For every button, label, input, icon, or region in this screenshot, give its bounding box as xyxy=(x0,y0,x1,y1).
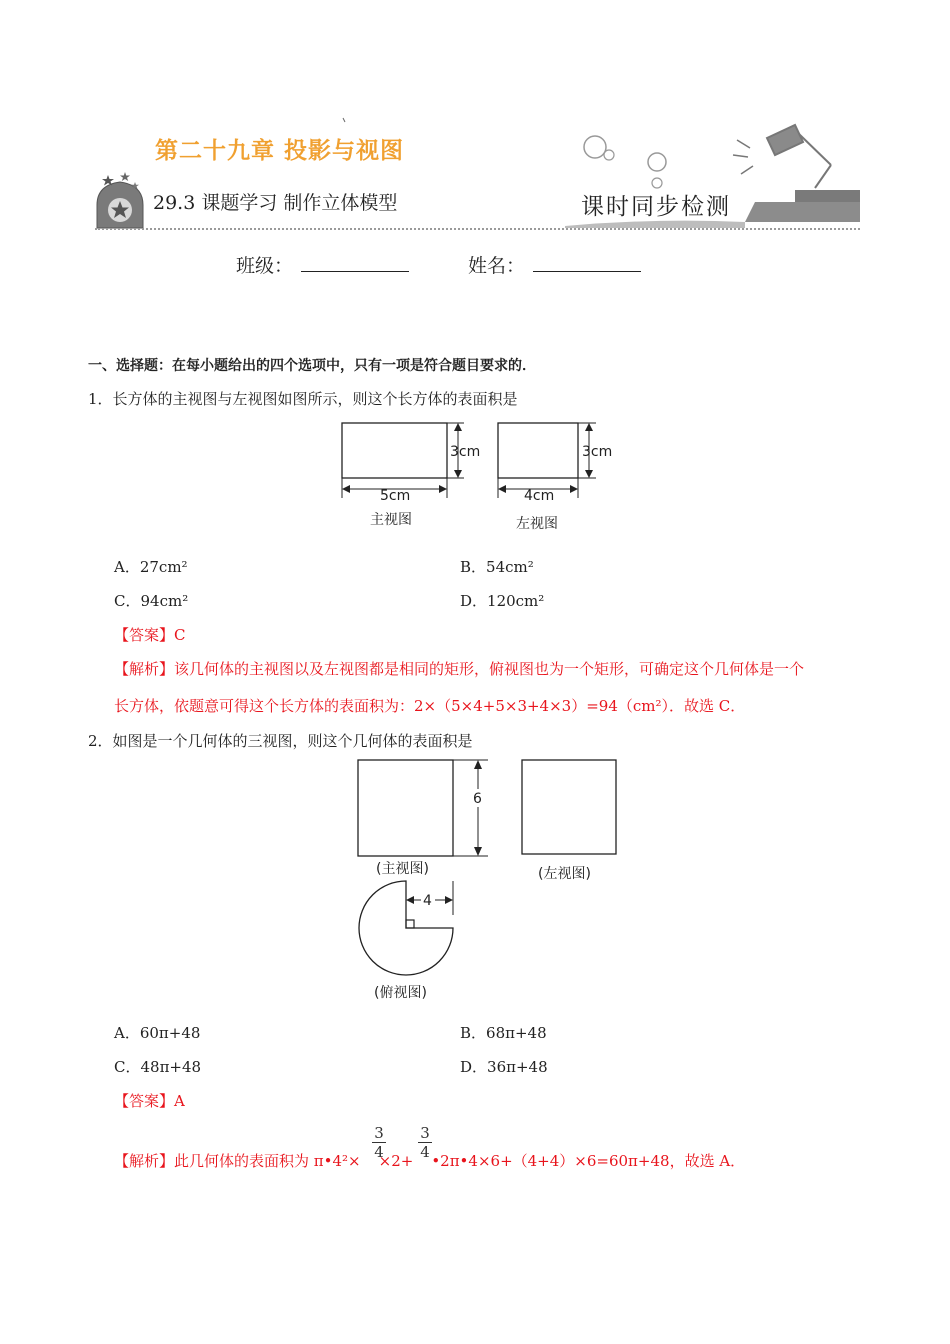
q2-option-b[interactable]: B．68π+48 xyxy=(460,1024,547,1042)
q1-option-d[interactable]: D．120cm² xyxy=(460,592,545,610)
q2-side-caption: (左视图) xyxy=(538,866,591,882)
section-heading: 一、选择题：在每小题给出的四个选项中，只有一项是符合题目要求的． xyxy=(88,358,536,374)
q2-analysis-part-3: •2π•4×6+（4+4）×6=60π+48，故选 A． xyxy=(431,1152,746,1170)
name-blank[interactable] xyxy=(533,252,641,272)
sync-label: 课时同步检测 xyxy=(581,194,731,220)
q1-front-rect xyxy=(342,423,447,478)
page-header xyxy=(95,110,860,240)
desk-lamp-icon xyxy=(733,125,831,188)
q2-analysis-part-1: 此几何体的表面积为 π•4²× xyxy=(174,1152,361,1170)
q2-option-a[interactable]: A．60π+48 xyxy=(114,1024,201,1042)
question-1-text: 1．长方体的主视图与左视图如图所示，则这个长方体的表面积是 xyxy=(88,390,518,408)
q2-figure xyxy=(350,755,630,1005)
header-divider xyxy=(95,228,860,230)
bubble-decoration-icon xyxy=(584,136,666,188)
name-label: 姓名： xyxy=(468,255,526,277)
q2-analysis-label: 【解析】 xyxy=(114,1152,175,1170)
q2-front-caption: (主视图) xyxy=(376,861,429,877)
q2-answer: 【答案】A xyxy=(114,1092,185,1110)
q2-side-rect xyxy=(522,760,616,854)
class-blank[interactable] xyxy=(301,252,409,272)
section-title: 29.3 课题学习 制作立体模型 xyxy=(153,192,398,214)
q2-radius-label: 4 xyxy=(423,893,432,909)
q1-answer: 【答案】C xyxy=(114,626,186,644)
q2-fraction-1-num: 3 xyxy=(374,1124,384,1142)
star-badge-icon xyxy=(97,172,143,228)
question-2-text: 2．如图是一个几何体的三视图，则这个几何体的表面积是 xyxy=(88,732,473,750)
class-label: 班级： xyxy=(236,255,294,277)
chapter-title: 第二十九章 投影与视图 xyxy=(155,138,405,164)
class-field xyxy=(236,251,409,278)
q1-front-height-label: 3cm xyxy=(450,444,481,460)
q2-fraction-1-den: 4 xyxy=(374,1143,384,1161)
q2-option-c[interactable]: C．48π+48 xyxy=(114,1058,202,1076)
q1-front-caption: 主视图 xyxy=(370,512,412,528)
q1-side-caption: 左视图 xyxy=(516,516,558,532)
name-field xyxy=(468,251,641,278)
q2-fraction-2-num: 3 xyxy=(420,1124,430,1142)
q1-option-b[interactable]: B．54cm² xyxy=(460,558,534,576)
q1-analysis-line-1: 【解析】该几何体的主视图以及左视图都是相同的矩形，俯视图也为一个矩形，可确定这个几何体是一个 xyxy=(114,660,805,678)
q1-figure xyxy=(338,418,618,536)
q2-top-caption: (俯视图) xyxy=(374,985,427,1001)
q2-fraction-2-den: 4 xyxy=(420,1143,430,1161)
q1-option-c[interactable]: C．94cm² xyxy=(114,592,189,610)
q2-height-label: 6 xyxy=(473,791,482,807)
header-decoration xyxy=(95,110,860,240)
q2-analysis xyxy=(114,1150,745,1171)
q2-front-rect xyxy=(358,760,453,856)
q1-analysis-line-2: 长方体，依题意可得这个长方体的表面积为：2×（5×4+5×3+4×3）=94（cm²）．故选 C． xyxy=(114,697,746,715)
q1-side-height-label: 3cm xyxy=(582,444,613,460)
q2-analysis-part-2: ×2+ xyxy=(378,1152,414,1170)
q1-option-a[interactable]: A．27cm² xyxy=(114,558,188,576)
q1-side-width-label: 4cm xyxy=(524,488,555,504)
q1-front-width-label: 5cm xyxy=(380,488,411,504)
q2-option-d[interactable]: D．36π+48 xyxy=(460,1058,548,1076)
q1-side-rect xyxy=(498,423,578,478)
